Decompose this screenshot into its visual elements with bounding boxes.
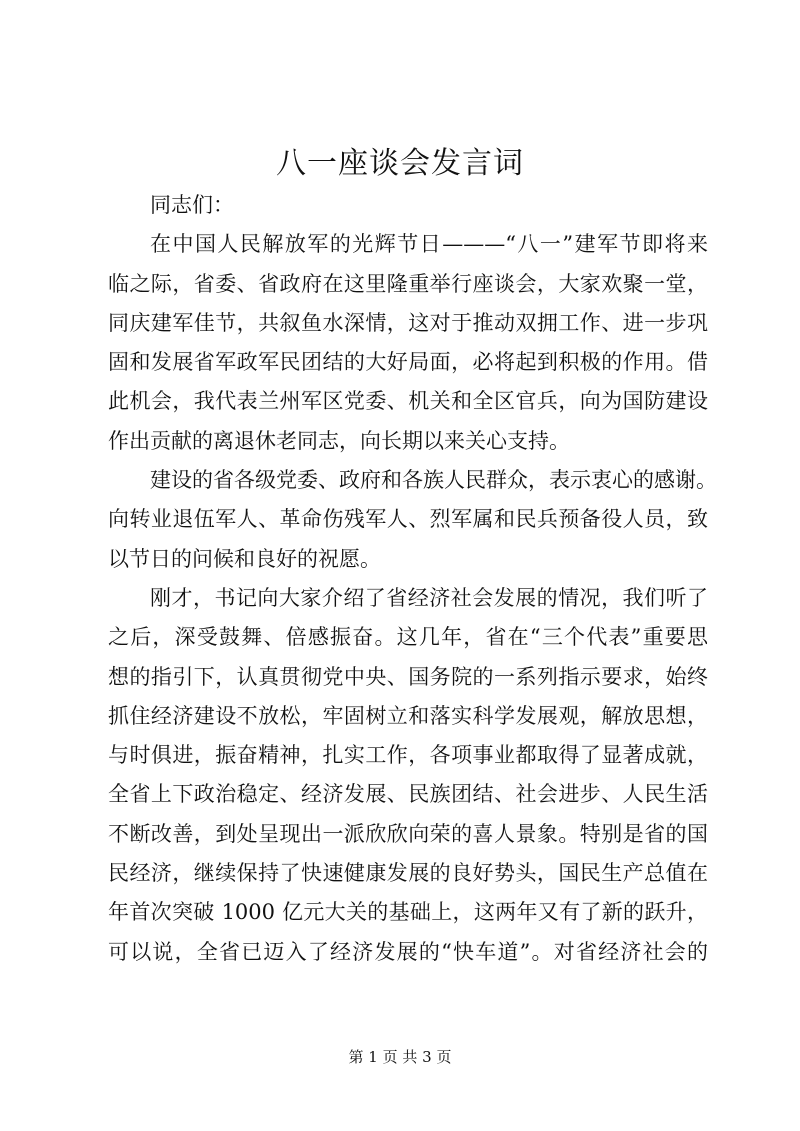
body-line: 想的指引下，认真贯彻党中央、国务院的一系列指示要求，始终 — [108, 664, 708, 689]
body-line: 在中国人民解放军的光辉节日———“八一”建军节即将来 — [150, 232, 708, 257]
body-line: 全省上下政治稳定、经济发展、民族团结、社会进步、人民生活 — [108, 782, 708, 807]
body-line: 向转业退伍军人、革命伤残军人、烈军属和民兵预备役人员，致 — [108, 507, 708, 532]
page-footer: 第 1 页 共 3 页 — [348, 1048, 452, 1066]
body-line: 固和发展省军政军民团结的大好局面，必将起到积极的作用。借 — [108, 350, 708, 375]
body-line: 刚才，书记向大家介绍了省经济社会发展的情况，我们听了 — [150, 585, 708, 610]
body-line: 之后，深受鼓舞、倍感振奋。这几年，省在“三个代表”重要思 — [108, 625, 708, 650]
body-line: 同庆建军佳节，共叙鱼水深情，这对于推动双拥工作、进一步巩 — [108, 310, 708, 335]
body-line: 抓住经济建设不放松，牢固树立和落实科学发展观，解放思想， — [108, 703, 708, 728]
body-line: 此机会，我代表兰州军区党委、机关和全区官兵，向为国防建设 — [108, 389, 708, 414]
body-line: 建设的省各级党委、政府和各族人民群众，表示衷心的感谢。 — [150, 468, 717, 493]
body-line: 不断改善，到处呈现出一派欣欣向荣的喜人景象。特别是省的国 — [108, 821, 708, 846]
document-title: 八一座谈会发言词 — [276, 146, 524, 181]
body-line: 与时俱进，振奋精神，扎实工作，各项事业都取得了显著成就， — [108, 743, 708, 768]
body-line: 作出贡献的离退休老同志，向长期以来关心支持。 — [108, 428, 570, 453]
body-line: 年首次突破 1000 亿元大关的基础上，这两年又有了新的跃升， — [108, 900, 708, 925]
document-body — [108, 186, 717, 972]
body-line: 可以说，全省已迈入了经济发展的“快车道”。对省经济社会的 — [108, 939, 708, 964]
body-line: 以节日的问候和良好的祝愿。 — [108, 546, 381, 571]
body-line: 同志们： — [150, 193, 234, 217]
body-line: 民经济，继续保持了快速健康发展的良好势头，国民生产总值在 — [108, 861, 708, 886]
body-line: 临之际，省委、省政府在这里隆重举行座谈会，大家欢聚一堂， — [108, 271, 708, 296]
